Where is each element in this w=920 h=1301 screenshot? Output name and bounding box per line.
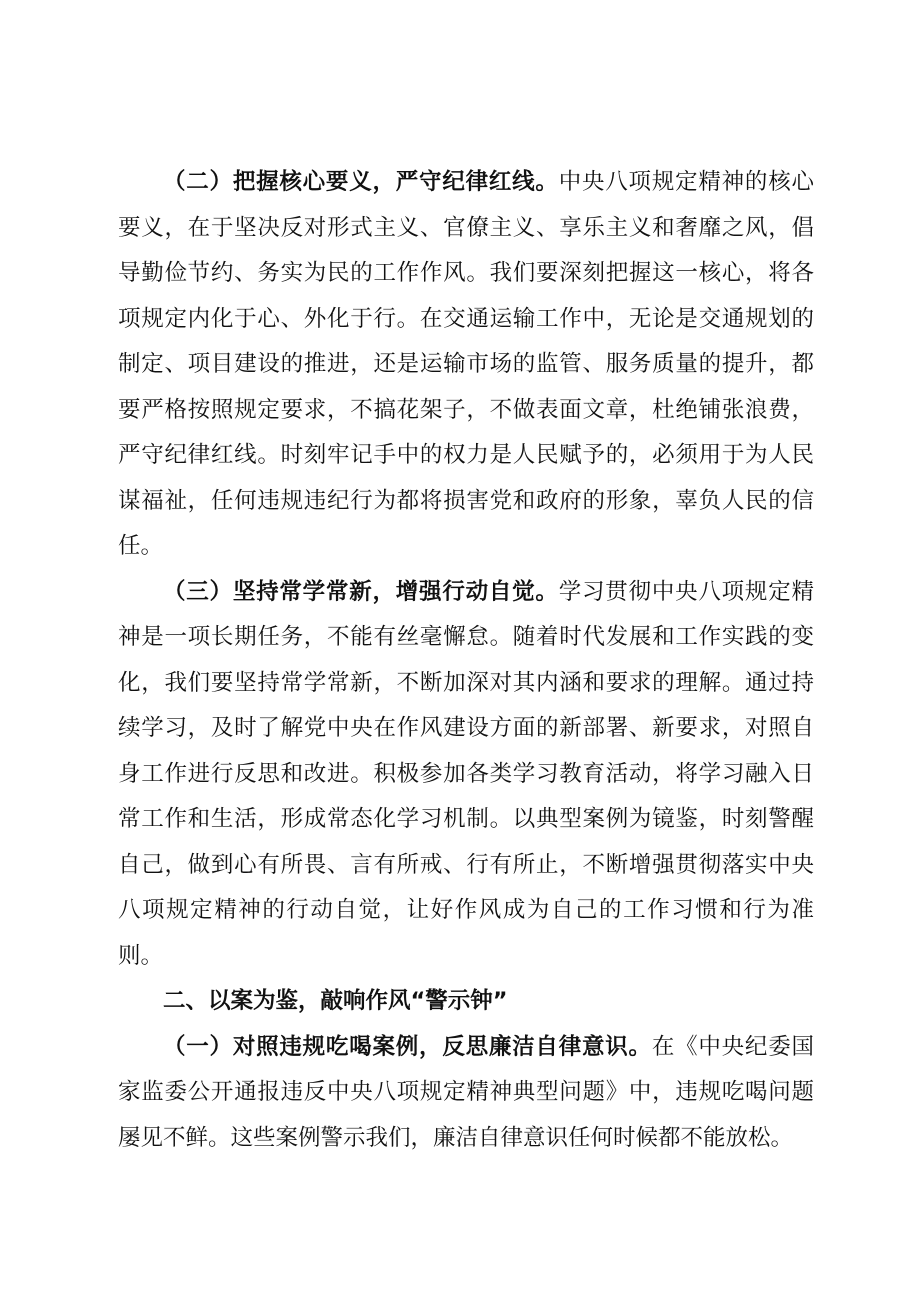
paragraph-dining-cases — [118, 1025, 814, 1162]
paragraph-text: 学习贯彻中央八项规定精神是一项长期任务，不能有丝毫懈怠。随着时代发展和工作实践的变化，我们要坚持常学常新，不断加深对其内涵和要求的理解。通过持续学习，及时了解党中央在作风建设方面的新部署、新要求，对照自身工作进行反思和改进。积极参加各类学习教育活动，将学习融入日常工作和生活，形成常态化学习机制。以典型案例为镜鉴，时刻警醒自己，做到心有所畏、言有所戒、行有所止，不断增强贯彻落实中央八项规定精神的行动自觉，让好作风成为自己的工作习惯和行为准则。 — [118, 578, 814, 969]
document-body — [118, 160, 814, 1161]
paragraph-lead: （三）坚持常学常新，增强行动自觉。 — [163, 578, 559, 605]
paragraph-lead: （二）把握核心要义，严守纪律红线。 — [163, 169, 559, 195]
paragraph-text: 在《中央纪委国家监委公开通报违反中央八项规定精神典型问题》中，违规吃喝问题屡见不鲜。这些案例警示我们，廉洁自律意识任何时候都不能放松。 — [118, 1033, 814, 1151]
paragraph-lead: （一）对照违规吃喝案例，反思廉洁自律意识。 — [163, 1033, 652, 1060]
paragraph-text: 中央八项规定精神的核心要义，在于坚决反对形式主义、官僚主义、享乐主义和奢靡之风，倡导勤俭节约、务实为民的工作作风。我们要深刻把握这一核心，将各项规定内化于心、外化于行。在交通运输工作中，无论是交通规划的制定、项目建设的推进，还是运输市场的监管、服务质量的提升，都要严格按照规定要求，不搞花架子，不做表面文章，杜绝铺张浪费，严守纪律红线。时刻牢记手中的权力是人民赋予的，必须用于为人民谋福祉，任何违规违纪行为都将损害党和政府的形象，辜负人民的信任。 — [118, 169, 814, 559]
paragraph-grasp-core — [118, 160, 814, 570]
section-heading: 二、以案为鉴，敲响作风“警示钟” — [163, 988, 508, 1014]
paragraph-persist-learning — [118, 570, 814, 980]
